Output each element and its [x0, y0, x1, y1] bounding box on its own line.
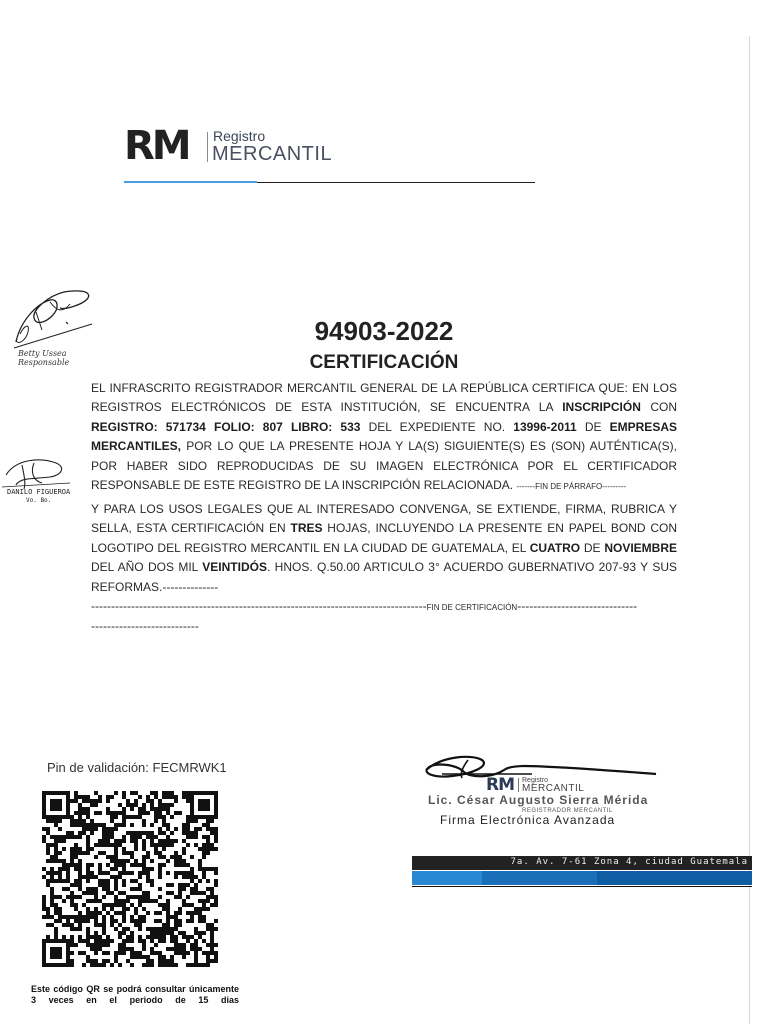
esig-logo-line2: MERCANTIL: [522, 783, 585, 794]
p2-bold-veintidos: VEINTIDÓS: [202, 560, 267, 575]
p2-dash-line: [91, 597, 677, 617]
p1-text-1: EL INFRASCRITO REGISTRADOR MERCANTIL GENERAL DE LA REPÚBLICA CERTIFICA QUE: EN LOS REGISTROS ELECTRÓNICOS DE ESTA INSTITUCIÓN, SE ENCUENTRA LA: [91, 381, 677, 415]
qr-finder-pattern: [42, 791, 70, 819]
footer-blue-bar-light: [412, 871, 482, 885]
p1-end-marker: -------FIN DE PÁRRAFO---------: [516, 482, 627, 492]
signature-type: Firma Electrónica Avanzada: [440, 813, 616, 827]
logo-line1: Registro: [213, 128, 266, 144]
p2-bold-tres: TRES: [290, 521, 323, 536]
signature-responsable-name: Betty Ussea: [18, 349, 67, 358]
p2-dash-3: ---------------------------: [91, 619, 199, 634]
signer-role: REGISTRADOR MERCANTIL: [522, 808, 613, 814]
p1-text-3: DEL EXPEDIENTE NO.: [360, 419, 514, 434]
certification-paragraph-1: [91, 379, 677, 496]
logo-divider: [207, 132, 208, 162]
p2-text-1: Y PARA LOS USOS LEGALES QUE AL INTERESADO CONVENGA, SE EXTIENDE, FIRMA, RUBRICA Y SELLA, ESTA CERTIFICACIÓN EN: [91, 502, 677, 536]
esig-logo-line1: Registro: [522, 777, 549, 784]
address-bar: [412, 856, 752, 870]
p2-text-5: . HNOS. Q.50.00 ARTICULO 3° ACUERDO GUBERNATIVO 207-93 Y SUS REFORMAS.--------------: [91, 560, 677, 594]
signer-name: Lic. César Augusto Sierra Mérida: [428, 793, 649, 807]
certification-number: 94903-2022: [314, 316, 454, 346]
p1-text-5: POR LO QUE LA PRESENTE HOJA Y LA(S) SIGUIENTE(S) ES (SON) AUTÉNTICA(S), POR HABER SIDO REPRODUCIDAS DE SU IMAGEN ELECTRÓNICA POR EL CERTIFICADOR RESPONSABLE DE ESTE REGISTRO DE LA INSCRIPCIÓN RELACIONADA.: [91, 439, 677, 493]
certification-title: CERTIFICACIÓN: [309, 352, 459, 373]
footer-rule: [412, 886, 752, 887]
esig-logo-divider: [518, 778, 519, 792]
certification-paragraph-2: [91, 500, 677, 637]
logo-line2: MERCANTIL: [212, 143, 333, 165]
p2-bold-noviembre: NOVIEMBRE: [604, 540, 677, 555]
registro-mercantil-logo: [124, 124, 544, 188]
p1-bold-inscripcion: INSCRIPCIÓN: [562, 400, 641, 415]
p2-text-2: HOJAS, INCLUYENDO LA PRESENTE EN PAPEL BOND CON LOGOTIPO DEL REGISTRO MERCANTIL EN LA CIUDAD DE GUATEMALA, EL: [91, 521, 677, 555]
signature-vobo-label: Vo. Bo.: [26, 497, 52, 504]
p2-end-marker: FIN DE CERTIFICACIÓN: [426, 603, 518, 613]
logo-mark: RM: [124, 123, 189, 169]
p1-text-2: CON: [640, 400, 677, 415]
qr-finder-pattern: [190, 791, 218, 819]
p2-dash-1: ------------------------------------------------------------------------------------: [91, 599, 427, 614]
p1-bold-empresas: EMPRESAS MERCANTILES,: [91, 419, 677, 454]
office-address: 7a. Av. 7-61 Zona 4, ciudad Guatemala: [510, 857, 748, 867]
signature-vobo-name: DANILO FIGUEROA: [7, 488, 71, 496]
p2-text-3: DE: [580, 540, 605, 555]
p2-bold-cuatro: CUATRO: [529, 540, 581, 555]
qr-finder-pattern: [42, 939, 70, 967]
qr-note: Este código QR se podrá consultar únicamente 3 veces en el periodo de 15 dias: [31, 984, 239, 1005]
p2-dash-2: ------------------------------: [517, 599, 638, 614]
logo-rule-blue: [124, 181, 257, 183]
qr-code[interactable]: [42, 788, 218, 970]
validation-pin: Pin de validación: FECMRWK1: [47, 760, 227, 775]
footer-blue-bar: [412, 871, 752, 885]
p1-bold-expediente: 13996-2011: [513, 419, 577, 434]
p1-bold-registro: REGISTRO: 571734 FOLIO: 807 LIBRO: 533: [91, 419, 361, 434]
signature-responsable-role: Responsable: [18, 358, 70, 367]
logo-rule-dark: [257, 182, 535, 183]
p1-text-4: DE: [576, 419, 610, 434]
footer-blue-bar-dark: [597, 871, 752, 885]
p2-text-4: DEL AÑO DOS MIL: [91, 560, 203, 575]
esig-logo-mark: RM: [486, 775, 515, 795]
electronic-signature-block: [412, 748, 752, 888]
